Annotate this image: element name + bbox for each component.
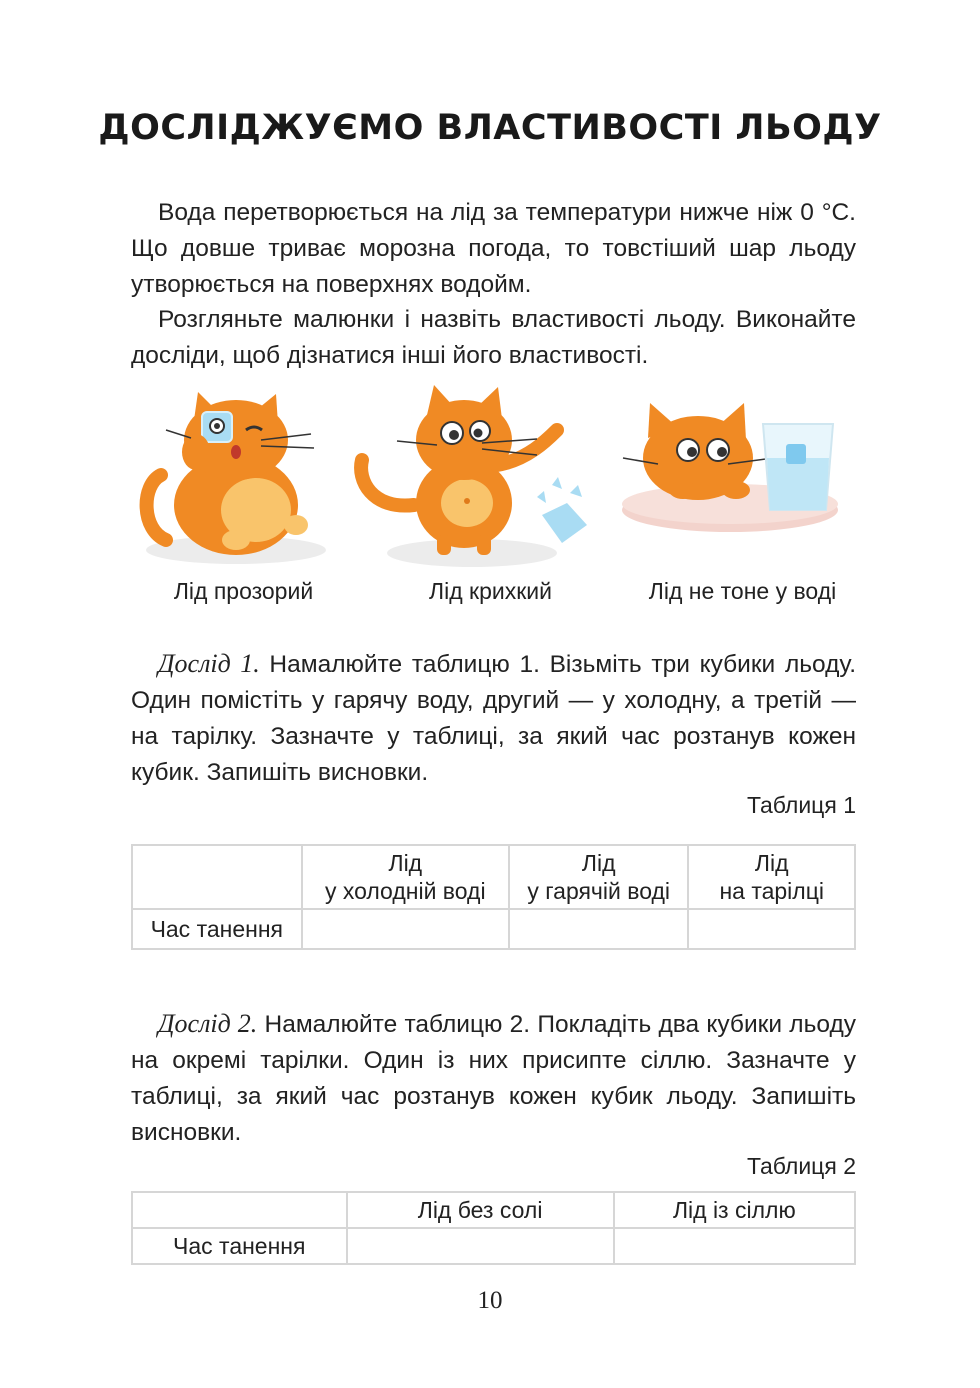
experiment-2-text: Намалюйте таблицю 2. Покладіть два кубики льоду на окремі тарілки. Один із них присипте сіллю. Зазначте у таблиці, за який час розтанув кожен кубик льоду. Запишіть висновки. <box>131 1011 856 1146</box>
intro-paragraph-1: Вода перетворюється на лід за температури нижче ніж 0 °С. Що довше триває морозна погода, то товстіший шар льоду утворюється на поверхнях водойм. <box>131 199 856 298</box>
table-2-empty-cell <box>132 1192 347 1228</box>
page-number: 10 <box>477 1287 503 1314</box>
table-2-header-no-salt: Лід без солі <box>347 1192 614 1228</box>
table-2-header-with-salt: Лід із сіллю <box>614 1192 855 1228</box>
illustration-caption-transparent: Лід прозорий <box>173 578 314 604</box>
experiment-1-paragraph <box>131 646 856 791</box>
table-1-cell-cold-water <box>302 909 509 949</box>
table-2-row <box>132 1228 855 1264</box>
table-1-caption: Таблиця 1 <box>746 792 856 818</box>
table-2-cell-with-salt <box>614 1228 855 1264</box>
experiment-1-text: Намалюйте таблицю 1. Візьміть три кубики льоду. Один помістіть у гарячу воду, другий — у холодну, а третій — на тарілку. Зазначте у таблиці, за який час розтанув кожен кубик. Запишіть висновки. <box>131 651 856 786</box>
table-2-caption: Таблиця 2 <box>746 1153 856 1179</box>
experiment-1-label: Дослід 1. <box>158 649 260 678</box>
table-1-header-row <box>132 845 855 909</box>
intro-paragraph-2: Розгляньте малюнки і назвіть властивості льоду. Виконайте досліди, щоб дізнатися інші його властивості. <box>131 306 856 369</box>
table-2 <box>131 1191 856 1265</box>
cat-holding-ice-cube-icon <box>136 390 326 570</box>
illustration-caption-floats: Лід не тоне у воді <box>648 578 837 604</box>
table-1-header-cold-water: Лід у холодній воді <box>302 845 509 909</box>
page-title: ДОСЛІДЖУЄМО ВЛАСТИВОСТІ ЛЬОДУ <box>98 108 882 148</box>
table-1-empty-cell <box>132 845 302 909</box>
table-1-row <box>132 909 855 949</box>
table-1-header-plate: Лід на тарілці <box>688 845 855 909</box>
table-1-header-hot-water: Лід у гарячій воді <box>509 845 688 909</box>
table-2-cell-no-salt <box>347 1228 614 1264</box>
experiment-2-label: Дослід 2. <box>158 1009 258 1038</box>
experiment-2-paragraph <box>131 1006 856 1151</box>
table-1-cell-plate <box>688 909 855 949</box>
cat-with-glass-of-water-icon <box>618 398 843 538</box>
table-2-row-label: Час танення <box>132 1228 347 1264</box>
cat-breaking-ice-icon <box>352 385 592 570</box>
table-2-header-row <box>132 1192 855 1228</box>
table-1-row-label: Час танення <box>132 909 302 949</box>
table-1-cell-hot-water <box>509 909 688 949</box>
table-1 <box>131 844 856 950</box>
illustration-caption-brittle: Лід крихкий <box>429 578 552 604</box>
